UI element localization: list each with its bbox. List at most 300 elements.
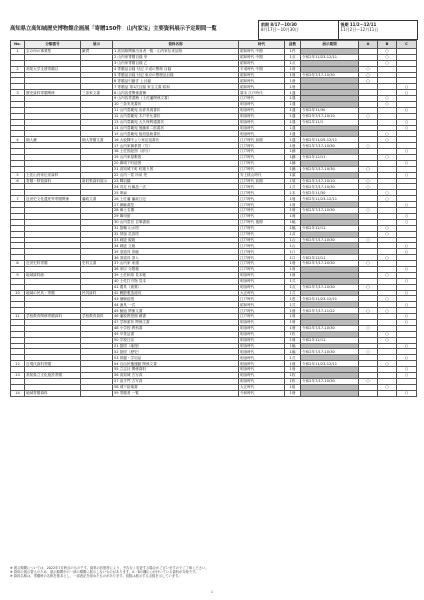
row-display-period: 令和2年11/30: [301, 107, 359, 113]
row-quantity: 1通: [285, 90, 301, 96]
row-mark-b: ○: [378, 272, 397, 278]
row-item-name: 54 自由民権運動 関係文書: [113, 361, 239, 367]
row-era: 明治時代: [239, 325, 285, 331]
row-item-name: 48 小学校 教科書: [113, 325, 239, 331]
table-header-row: [11, 41, 417, 49]
row-category: 近現代資料寄贈: [25, 361, 81, 367]
row-mark-c: ○: [397, 202, 417, 208]
row-quantity: 1幅: [285, 343, 301, 349]
row-mark-c: ○: [397, 314, 417, 320]
row-mark-b: ○: [378, 337, 397, 343]
row-quantity: 1通: [285, 107, 301, 113]
row-mark-b: ○: [378, 196, 397, 202]
row-item-name: 56 高知城 古写真: [113, 372, 239, 378]
period-a-sub: 8月17日〜10月30日: [261, 27, 299, 32]
row-quantity: 1鋪: [285, 166, 301, 172]
row-item-name: 59 寄贈者 一覧: [113, 390, 239, 396]
row-mark-c: ○: [397, 372, 417, 378]
row-category: 高知大学支援寄贈目: [25, 66, 81, 72]
row-display-period: 令和2年12/11: [301, 155, 359, 161]
row-quantity: 1冊: [285, 213, 301, 219]
row-item-name: 32 屏風 花鳥図: [113, 231, 239, 237]
page-title: 高知県立高知城歴史博物館企画展「寄贈150件 山内家宝」主要資料展示予定期間一覧: [10, 26, 217, 32]
row-item-name: 18 土佐国絵図（部分）: [113, 149, 239, 155]
row-number: 3: [11, 90, 25, 96]
row-era: 昭和時代: [239, 302, 285, 308]
period-b-dates: 後期 11/2〜12/11: [340, 22, 377, 27]
row-item-name: 15 山内豊範宛 板垣退助書状: [113, 131, 239, 137]
row-era: 明治時代: [239, 331, 285, 337]
row-mark-c: ○: [397, 302, 417, 308]
row-display-period: 令和2年7/17-10/30: [301, 261, 359, 267]
row-display-period: 令和2年11/23-12/11: [301, 296, 359, 302]
row-mark-b: ○: [378, 331, 397, 337]
row-quantity: 1点: [285, 54, 301, 60]
row-quantity: 1冊: [285, 390, 301, 396]
row-era: 明治時代: [239, 107, 285, 113]
row-display-period: 令和2年11/1: [301, 119, 359, 125]
row-item-name: 13 山内豊範宛 大久保利通書状: [113, 119, 239, 125]
row-mark-c: ○: [397, 243, 417, 249]
row-era: 明治時代: [239, 349, 285, 355]
exhibit-table: [10, 40, 417, 397]
row-era: 令和時代: [239, 390, 285, 396]
row-era: 江戸時代: [239, 190, 285, 196]
row-item-name: 29 御用留: [113, 213, 239, 219]
row-era: 明治時代: [239, 131, 285, 137]
row-era: 昭和時代 中期: [239, 49, 285, 55]
row-display-period: 令和2年7/17-10/30: [301, 349, 359, 355]
row-quantity: 1通: [285, 102, 301, 108]
row-number: 12: [11, 361, 25, 367]
row-item-name: 41 農具（唐箕）: [113, 284, 239, 290]
row-era: 明治時代: [239, 355, 285, 361]
footnote: ※ 資料名称は、寄贈時の名称を基本とし、一部表記を改めたものがあります。員数は展示する点数を示しています。: [10, 574, 182, 579]
row-era: 明治時代: [239, 102, 285, 108]
row-quantity: 1式: [285, 290, 301, 296]
row-mark-c: ○: [397, 172, 417, 178]
row-quantity: 1冊: [285, 319, 301, 325]
row-display-period: 令和2年7/17-10/30: [301, 184, 359, 190]
row-mark-b: ○: [378, 384, 397, 390]
row-quantity: 1式: [285, 355, 301, 361]
row-era: 江戸時代: [239, 184, 285, 190]
row-mark-b: ○: [378, 60, 397, 66]
footnote: ※ 資料の展示替えのため、展示期間中の一部の期間に展示しないものがあります。A・Bの欄に○が付いている資料が対象です。: [10, 570, 199, 575]
row-number: 9: [11, 272, 25, 278]
row-item-name: 25 軍扇: [113, 190, 239, 196]
row-mark-a: ○: [359, 66, 378, 72]
row-quantity: 1冊: [285, 337, 301, 343]
row-quantity: 1冊: [285, 325, 301, 331]
row-quantity: 1合: [285, 243, 301, 249]
row-category: 近世史料寄贈: [25, 261, 81, 267]
row-item-name: 40 土佐打刃物 見本: [113, 278, 239, 284]
row-era: 江戸時代: [239, 96, 285, 102]
row-item-name: 23 陣羽織: [113, 178, 239, 184]
row-display-period: 令和2年7/17-10/30: [301, 166, 359, 172]
row-quantity: 1式: [285, 278, 301, 284]
col-b: B: [378, 41, 397, 49]
row-item-name: 20 御城下町絵図: [113, 160, 239, 166]
row-era: 明治時代: [239, 337, 285, 343]
row-section: 個人寄贈文書: [81, 137, 113, 143]
row-display-period: [301, 390, 359, 396]
row-mark-b: ○: [378, 190, 397, 196]
row-mark-a: ○: [359, 113, 378, 119]
row-era: 明治時代: [239, 378, 285, 384]
row-mark-c: ○: [397, 249, 417, 255]
row-display-period: 令和2年7/17-10/30: [301, 143, 359, 149]
row-era: 明治時代: [239, 125, 285, 131]
row-mark-a: ○: [359, 308, 378, 314]
row-item-name: 30 山内豊信 自筆書画: [113, 219, 239, 225]
row-era: 平成時代 中期: [239, 66, 285, 72]
row-mark-a: ○: [359, 166, 378, 172]
row-item-name: 35 茶道具 茶碗: [113, 249, 239, 255]
row-mark-c: ○: [397, 266, 417, 272]
row-era: 江戸時代: [239, 208, 285, 214]
row-mark-c: ○: [397, 160, 417, 166]
row-era: 明治時代: [239, 119, 285, 125]
row-mark-c: ○: [397, 119, 417, 125]
row-quantity: 1口: [285, 249, 301, 255]
row-item-name: 45 鯨組 関係文書: [113, 308, 239, 314]
row-mark-a: ○: [359, 261, 378, 267]
row-era: 江戸時代: [239, 296, 285, 302]
row-item-name: 9 山内容堂書簡（土佐藩関係文書）: [113, 96, 239, 102]
row-era: 江戸時代: [239, 155, 285, 161]
row-item-name: 27 御触書控: [113, 202, 239, 208]
row-quantity: 1枚: [285, 331, 301, 337]
row-number: 5: [11, 172, 25, 178]
row-era: 江戸時代 前期: [239, 137, 285, 143]
row-mark-c: ○: [397, 125, 417, 131]
row-category: 高知県立文化施設寄贈: [25, 372, 81, 378]
row-quantity: 1冊: [285, 196, 301, 202]
row-quantity: 1鋪: [285, 149, 301, 155]
row-section: 雑貨: [81, 49, 113, 55]
row-item-name: 39 土佐和紙 見本帳: [113, 272, 239, 278]
row-era: 江戸時代: [239, 213, 285, 219]
period-b: [338, 21, 418, 39]
row-era: 江戸時代: [239, 202, 285, 208]
row-quantity: 1枚: [285, 378, 301, 384]
row-quantity: 1冊: [285, 84, 301, 90]
row-display-period: 令和2年11/25-12/11: [301, 137, 359, 143]
row-mark-a: ○: [359, 237, 378, 243]
row-mark-a: [359, 390, 378, 396]
row-era: 明治時代: [239, 284, 285, 290]
row-mark-c: ○: [397, 290, 417, 296]
row-mark-a: ○: [359, 184, 378, 190]
row-era: 昭和時代: [239, 60, 285, 66]
row-quantity: 1鋪: [285, 155, 301, 161]
row-era: 明治時代: [239, 372, 285, 378]
row-era: 江戸時代: [239, 249, 285, 255]
row-mark-a: ○: [359, 378, 378, 384]
row-number: 13: [11, 372, 25, 378]
row-quantity: 1合: [285, 237, 301, 243]
row-mark-b: ○: [378, 54, 397, 60]
row-era: 江戸時代: [239, 261, 285, 267]
row-quantity: 1鋪: [285, 160, 301, 166]
row-mark-b: ○: [378, 49, 397, 55]
row-item-name: 51 掛図（地理）: [113, 343, 239, 349]
row-category: 歴史資料寄贈関係: [25, 90, 81, 96]
row-number: 6: [11, 178, 25, 184]
col-category: 分類番号: [25, 41, 81, 49]
row-era: 昭和時代: [239, 78, 285, 84]
row-display-period: 令和2年7/17-10/30: [301, 208, 359, 214]
row-era: 江戸時代: [239, 231, 285, 237]
row-era: 明治時代: [239, 343, 285, 349]
row-number: 11: [11, 314, 25, 320]
row-era: 江戸時代: [239, 225, 285, 231]
row-mark-b: ○: [378, 131, 397, 137]
row-item-name: 44 漁具 一式: [113, 302, 239, 308]
row-item-name: 55 立志社 関係資料: [113, 367, 239, 373]
row-item-name: 11 山内豊範宛 岩倉具視書状: [113, 107, 239, 113]
row-item-name: 17 山内家御系図（写）: [113, 143, 239, 149]
row-display-period: 令和2年7/17-10/30: [301, 378, 359, 384]
row-mark-b: ○: [378, 361, 397, 367]
col-section: 展示: [81, 41, 113, 49]
row-section: 新収集資料展示: [81, 178, 113, 184]
footnote: ※ 展示期間については、2022年7月時点のものです。資料の状態等により、予告なく変更する場合がございますのでご了承ください。: [10, 566, 209, 570]
row-mark-b: ○: [378, 231, 397, 237]
row-item-name: 4 寄贈品目録 付記 平成の整理 目録: [113, 66, 239, 72]
row-era: 江戸時代 前期: [239, 178, 285, 184]
row-number: 4: [11, 137, 25, 143]
row-item-name: 42 鰹節製造道具: [113, 290, 239, 296]
row-display-period: 令和2年11/30: [301, 190, 359, 196]
row-mark-b: ○: [378, 96, 397, 102]
col-qty: 員数: [285, 41, 301, 49]
row-era: 明治時代: [239, 113, 285, 119]
row-display-period: 令和2年11/23-12/11: [301, 361, 359, 367]
row-mark-b: ○: [378, 296, 397, 302]
row-item-name: 14 山内豊範宛 後藤象二郎書状: [113, 125, 239, 131]
row-era: 明治時代: [239, 272, 285, 278]
row-number: 8: [11, 261, 25, 267]
row-section: 学校教育資料: [81, 314, 113, 320]
row-display-period: 令和2年7/17-11/22: [301, 308, 359, 314]
row-era: 明治時代: [239, 361, 285, 367]
row-mark-c: ○: [397, 90, 417, 96]
row-quantity: 1冊: [285, 261, 301, 267]
row-quantity: 1件: [285, 49, 301, 55]
row-display-period: 令和2年7/17-10/10: [301, 178, 359, 184]
row-number: 7: [11, 196, 25, 202]
row-quantity: 1冊: [285, 308, 301, 314]
row-mark-c: ○: [397, 319, 417, 325]
row-item-name: 37 山内家 家譜: [113, 261, 239, 267]
row-display-period: 令和2年7/17-10/30: [301, 237, 359, 243]
row-era: 江戸時代 後期: [239, 219, 285, 225]
row-quantity: 1領: [285, 178, 301, 184]
row-era: 明治時代: [239, 278, 285, 284]
row-quantity: 1冊: [285, 272, 301, 278]
row-mark-c: ○: [397, 84, 417, 90]
row-item-name: 24 具足 付属品一式: [113, 184, 239, 190]
row-display-period: 令和2年7/17-10/30: [301, 72, 359, 78]
row-era: 安土桃山時代: [239, 172, 285, 178]
col-no: No.: [11, 41, 25, 49]
row-era: 江戸時代: [239, 255, 285, 261]
row-number: 10: [11, 290, 25, 296]
row-item-name: 31 掛軸 山水図: [113, 225, 239, 231]
row-item-name: 2 山内家寄贈目録 甲: [113, 54, 239, 60]
row-era: 明治時代: [239, 319, 285, 325]
row-mark-c: ○: [397, 343, 417, 349]
row-quantity: 1冊: [285, 72, 301, 78]
row-display-period: 令和2年11/23-12/11: [301, 54, 359, 60]
footnotes: [10, 566, 416, 578]
row-quantity: 1通: [285, 113, 301, 119]
row-era: 明治時代: [239, 367, 285, 373]
row-display-period: 令和2年12/11: [301, 255, 359, 261]
row-mark-a: ○: [359, 208, 378, 214]
row-quantity: 1冊: [285, 266, 301, 272]
row-era: 大正時代: [239, 290, 285, 296]
col-period: 展示期間: [301, 41, 359, 49]
row-item-name: 58 城下絵葉書: [113, 384, 239, 390]
row-era: 江戸時代: [239, 308, 285, 314]
row-mark-a: ○: [359, 72, 378, 78]
row-era: 江戸時代: [239, 166, 285, 172]
row-item-name: 57 追手門 古写真: [113, 378, 239, 384]
row-era: 幕末 江戸時代: [239, 90, 285, 96]
row-quantity: 1冊: [285, 202, 301, 208]
row-section: [81, 390, 113, 396]
row-item-name: 21 高知城下町 町割り図: [113, 166, 239, 172]
row-number: 14: [11, 390, 25, 396]
row-mark-a: ○: [359, 78, 378, 84]
row-quantity: 1冊: [285, 208, 301, 214]
period-a-dates: 前期 8/17〜10/30: [261, 22, 297, 27]
row-quantity: 1冊: [285, 361, 301, 367]
row-display-period: 令和2年11/23-12/11: [301, 196, 359, 202]
row-quantity: 1冊: [285, 78, 301, 84]
row-mark-c: ○: [397, 367, 417, 373]
row-number: 2: [11, 66, 25, 72]
row-mark-c: ○: [397, 213, 417, 219]
row-mark-a: ○: [359, 284, 378, 290]
row-item-name: 33 蒔絵 硯箱: [113, 237, 239, 243]
row-quantity: 1通: [285, 96, 301, 102]
row-mark-b: ○: [378, 155, 397, 161]
row-item-name: 34 蒔絵 文箱: [113, 243, 239, 249]
row-item-name: 36 茶道具 茶入: [113, 255, 239, 261]
row-mark-c: ○: [397, 278, 417, 284]
row-item-name: 28 郷士名簿: [113, 208, 239, 214]
row-era: 昭和時代: [239, 84, 285, 90]
row-display-period: 令和2年12/11: [301, 225, 359, 231]
row-item-name: 7 寄贈品 第1次目録 家宝文書 昭和: [113, 84, 239, 90]
row-item-name: 8 山内容堂関係書簡: [113, 90, 239, 96]
row-quantity: 1枚: [285, 372, 301, 378]
col-a: A: [359, 41, 378, 49]
row-quantity: 1通: [285, 131, 301, 137]
col-era: 時代: [239, 41, 285, 49]
row-item-name: 38 家臣 分限帳: [113, 266, 239, 272]
row-category: 学校教育関係寄贈資料: [25, 314, 81, 320]
row-mark-c: ○: [397, 355, 417, 361]
row-item-name: 12 山内豊範宛 木戸孝允書状: [113, 113, 239, 119]
row-item-name: 47 学制頒布 関係文書: [113, 319, 239, 325]
row-era: 江戸時代: [239, 143, 285, 149]
row-quantity: 1巻: [285, 296, 301, 302]
row-quantity: 1冊: [285, 367, 301, 373]
row-mark-a: ○: [359, 325, 378, 331]
row-quantity: 1冊: [285, 314, 301, 320]
row-number: 1: [11, 49, 25, 55]
row-category: 近世史文化遺産等寄贈関係: [25, 196, 81, 202]
row-item-name: 5 寄贈品目録 付記 東京の整理品目録: [113, 72, 239, 78]
row-item-name: 50 学校日誌: [113, 337, 239, 343]
row-era: 大正時代: [239, 384, 285, 390]
row-quantity: 1幅: [285, 219, 301, 225]
row-mark-a: ○: [359, 349, 378, 355]
row-quantity: 1点: [285, 284, 301, 290]
row-mark-b: ○: [378, 137, 397, 143]
row-item-name: 49 卒業証書: [113, 331, 239, 337]
row-mark-c: ○: [397, 107, 417, 113]
row-section: 民具資料: [81, 290, 113, 296]
row-category: 地域資料館: [25, 272, 81, 278]
row-quantity: 1双: [285, 231, 301, 237]
row-era: 江戸時代: [239, 196, 285, 202]
row-quantity: 1頭: [285, 172, 301, 178]
row-mark-b: [378, 390, 397, 396]
row-quantity: 1組: [285, 384, 301, 390]
row-category: 地域寄贈資料: [25, 390, 81, 396]
row-quantity: 1冊: [285, 143, 301, 149]
row-item-name: 46 藩校教授館 蔵書: [113, 314, 239, 320]
row-item-name: 26 土佐藩 藩政日記: [113, 196, 239, 202]
period-legend: [258, 20, 418, 40]
row-item-name: 1 高知県関係出身者一覧・山内家伝来品物: [113, 49, 239, 55]
row-item-name: 19 山内家屋敷図: [113, 155, 239, 161]
row-mark-c: ○: [397, 219, 417, 225]
period-a: [259, 21, 338, 39]
row-mark-b: ○: [378, 308, 397, 314]
table-body: [11, 49, 417, 397]
row-mark-a: ○: [359, 178, 378, 184]
row-section: 藩政文書: [81, 196, 113, 202]
row-item-name: 43 捕鯨絵図: [113, 296, 239, 302]
row-category: 宝の何の事業型: [25, 49, 81, 55]
row-era: 昭和時代: [239, 72, 285, 78]
row-mark-b: ○: [378, 102, 397, 108]
row-mark-c: ○: [397, 149, 417, 155]
row-era: 江戸時代: [239, 160, 285, 166]
row-display-period: 令和2年7/17-10/10: [301, 113, 359, 119]
row-era: 江戸時代: [239, 314, 285, 320]
row-section: 史料文書: [81, 261, 113, 267]
row-quantity: 1幅: [285, 349, 301, 355]
row-display-period: 令和2年7/17-10/30: [301, 284, 359, 290]
row-category: 個人蔵: [25, 137, 81, 143]
row-quantity: 1点: [285, 60, 301, 66]
row-mark-b: ○: [378, 225, 397, 231]
row-quantity: 1式: [285, 302, 301, 308]
row-mark-c: ○: [397, 390, 417, 396]
row-quantity: 1冊: [285, 66, 301, 72]
col-name: 資料名称: [113, 41, 239, 49]
row-category: 寄贈・移管資料: [25, 178, 81, 184]
